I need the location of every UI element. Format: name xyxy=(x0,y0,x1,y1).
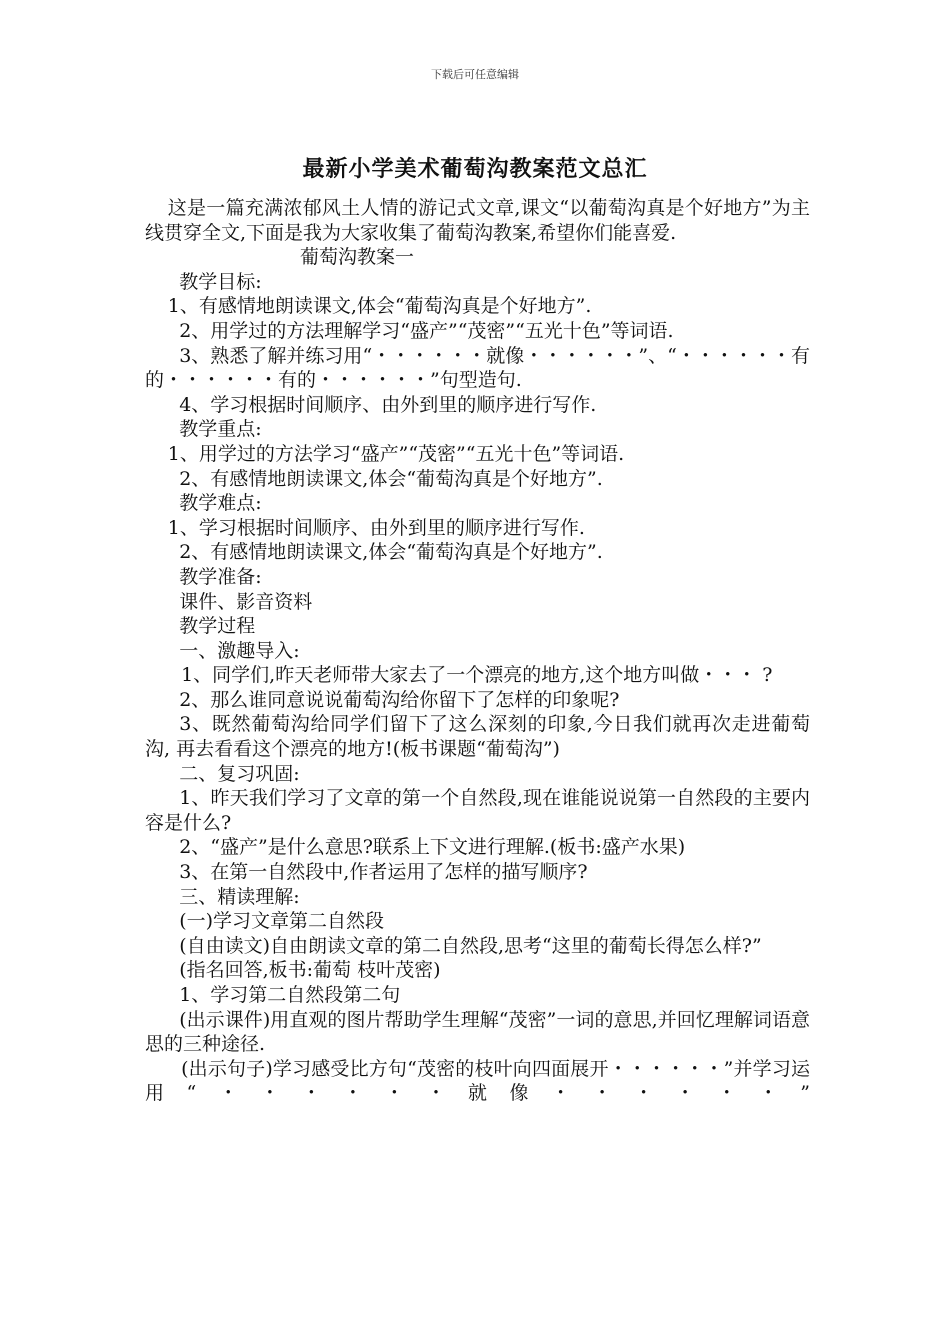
paragraph: 1、用学过的方法学习“盛产”“茂密”“五光十色”等词语. xyxy=(167,442,625,465)
paragraph: 3、既然葡萄沟给同学们留下了这么深刻的印象,今日我们就再次走进葡萄沟, 再去看看这个漂亮的地方!(板书课题“葡萄沟”) xyxy=(145,713,810,761)
paragraph: 2、有感情地朗读课文,体会“葡萄沟真是个好地方”. xyxy=(179,541,603,564)
document-title: 最新小学美术葡萄沟教案范文总汇 xyxy=(302,156,648,182)
paragraph: 三、精读理解: xyxy=(179,885,300,908)
paragraph: (一)学习文章第二自然段 xyxy=(179,910,385,933)
paragraph: 1、学习第二自然段第二句 xyxy=(179,984,401,1006)
paragraph: 教学难点: xyxy=(179,492,262,515)
section-subtitle: 葡萄沟教案一 xyxy=(300,246,415,269)
paragraph: 教学目标: xyxy=(179,270,262,293)
paragraph: 2、那么谁同意说说葡萄沟给你留下了怎样的印象呢? xyxy=(179,688,620,711)
paragraph: (出示句子)学习感受比方句“茂密的枝叶向四面展开・・・・・・”并学习运用“・・・・・・就像・・・・・・” xyxy=(145,1057,810,1105)
paragraph: 2、用学过的方法理解学习“盛产”“茂密”“五光十色”等词语. xyxy=(179,319,674,342)
paragraph: 教学过程 xyxy=(179,615,256,638)
paragraph: 二、复习巩固: xyxy=(179,762,300,785)
paragraph: 1、昨天我们学习了文章的第一个自然段,现在谁能说说第一自然段的主要内容是什么? xyxy=(145,787,810,834)
paragraph: (出示课件)用直观的图片帮助学生理解“茂密”一词的意思,并回忆理解词语意思的三种途径. xyxy=(145,1008,810,1056)
paragraph: 课件、影音资料 xyxy=(179,590,313,613)
paragraph: (自由读文)自由朗读文章的第二自然段,思考“这里的葡萄长得怎么样?” xyxy=(179,934,762,957)
page-header: 下载后可任意编辑 xyxy=(431,68,519,81)
paragraph: 1、有感情地朗读课文,体会“葡萄沟真是个好地方”. xyxy=(167,295,592,318)
intro-paragraph: 这是一篇充满浓郁风土人情的游记式文章,课文“以葡萄沟真是个好地方”为主线贯穿全文,下面是我为大家收集了葡萄沟教案,希望你们能喜爱. xyxy=(145,197,810,244)
paragraph: 1、同学们,昨天老师带大家去了一个漂亮的地方,这个地方叫做・・・ ? xyxy=(181,664,773,687)
paragraph: 4、学习根据时间顺序、由外到里的顺序进行写作. xyxy=(179,393,597,416)
paragraph: 3、在第一自然段中,作者运用了怎样的描写顺序? xyxy=(179,861,588,884)
document-body xyxy=(145,196,810,1106)
paragraph: 3、熟悉了解并练习用“・・・・・・就像・・・・・・”、“・・・・・・有的・・・・・・有的・・・・・・”句型造句. xyxy=(145,344,810,392)
paragraph: 一、激趣导入: xyxy=(179,639,300,662)
paragraph: (指名回答,板书:葡萄 枝叶茂密) xyxy=(179,959,441,982)
paragraph: 教学准备: xyxy=(179,565,262,588)
paragraph: 1、学习根据时间顺序、由外到里的顺序进行写作. xyxy=(167,516,585,539)
paragraph: 2、有感情地朗读课文,体会“葡萄沟真是个好地方”. xyxy=(179,467,603,490)
paragraph: 教学重点: xyxy=(179,418,262,441)
paragraph: 2、“盛产”是什么意思?联系上下文进行理解.(板书:盛产水果) xyxy=(179,836,686,859)
